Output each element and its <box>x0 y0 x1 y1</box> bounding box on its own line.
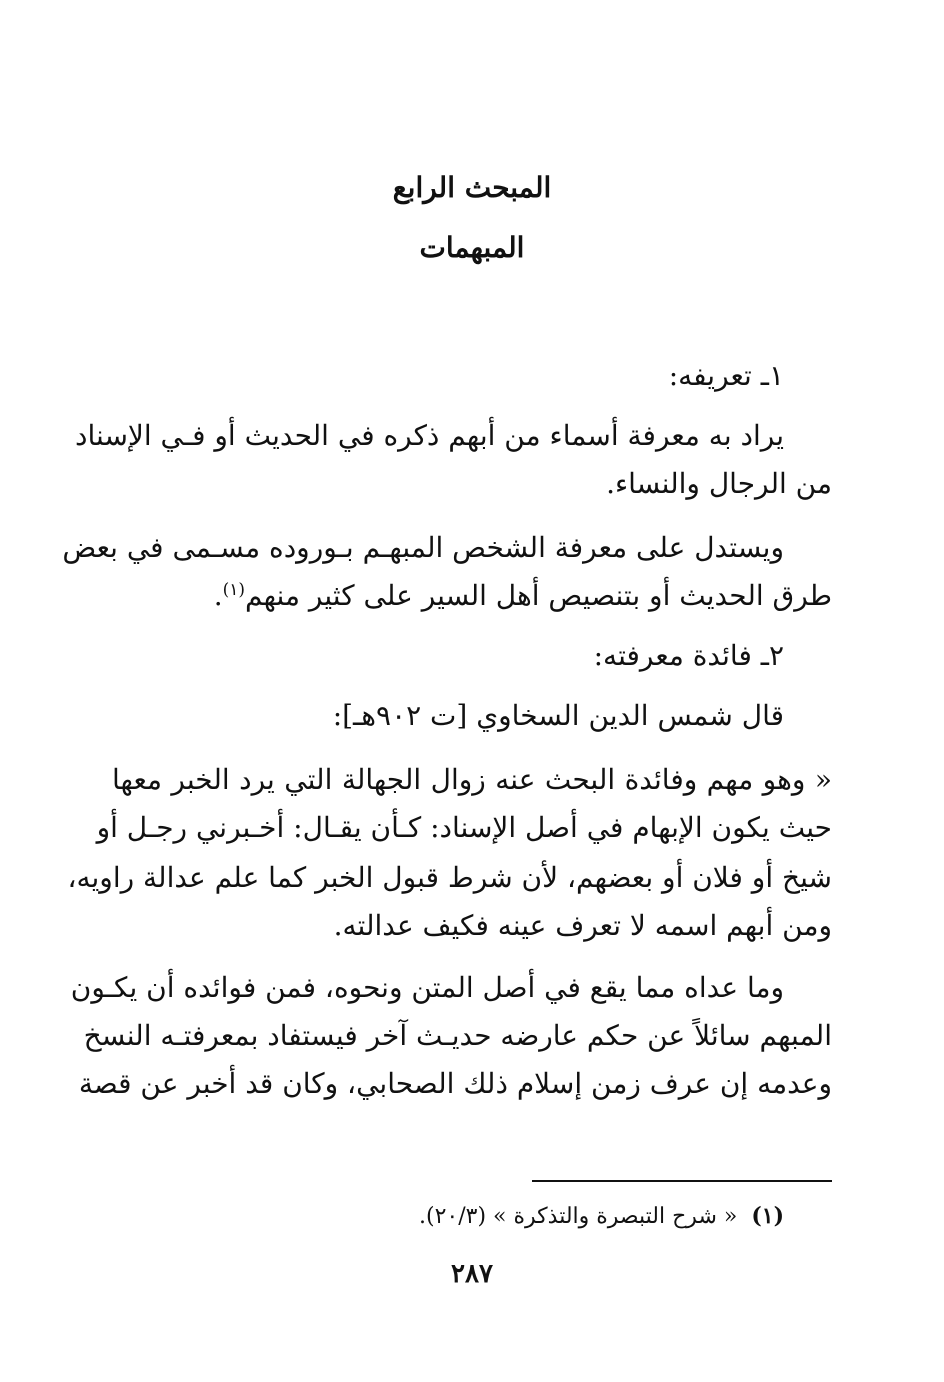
paragraph-line: وما عداه مما يقع في أصل المتن ونحوه، فمن فوائده أن يكـون <box>70 971 784 1004</box>
paragraph-line: يراد به معرفة أسماء من أبهم ذكره في الحديث أو فـي الإسناد <box>75 419 784 452</box>
paragraph-line: ويستدل على معرفة الشخص المبهـم بـوروده مسـمى في بعض <box>62 531 784 564</box>
chapter-title: المبحث الرابع <box>392 171 552 204</box>
paragraph-line: المبهم سائلاً عن حكم عارضه حديـث آخر فيستفاد بمعرفتـه النسخ <box>83 1019 832 1052</box>
sentence-end: . <box>213 579 223 612</box>
section-2-label: ٢ـ فائدة معرفته: <box>593 639 784 672</box>
quote-intro: قال شمس الدين السخاوي [ت ٩٠٢هـ]: <box>332 699 784 732</box>
paragraph-line: من الرجال والنساء. <box>606 467 832 500</box>
paragraph-line: وعدمه إن عرف زمن إسلام ذلك الصحابي، وكان قد أخبر عن قصة <box>78 1067 832 1100</box>
quote-line: شيخ أو فلان أو بعضهم، لأن شرط قبول الخبر كما علم عدالة راويه، <box>67 861 832 894</box>
footnote <box>419 1200 784 1233</box>
footnote-separator <box>532 1180 832 1182</box>
paragraph-text: طرق الحديث أو بتنصيص أهل السير على كثير منهم <box>245 579 832 612</box>
page-number: ٢٨٧ <box>451 1259 493 1289</box>
section-1-label: ١ـ تعريفه: <box>668 359 784 392</box>
quote-line: « وهو مهم وفائدة البحث عنه زوال الجهالة التي يرد الخبر معها <box>112 763 832 796</box>
quote-line: حيث يكون الإبهام في أصل الإسناد: كـأن يقـال: أخـبرني رجـل أو <box>96 811 832 844</box>
paragraph-line-with-footnote-ref <box>112 574 832 618</box>
quote-line: ومن أبهم اسمه لا تعرف عينه فكيف عدالته. <box>333 909 832 942</box>
footnote-reference: (١) <box>222 579 246 600</box>
footnote-number: (١) <box>751 1203 784 1229</box>
footnote-text: « شرح التبصرة والتذكرة » (٢٠/٣). <box>419 1204 738 1229</box>
chapter-subtitle: المبهمات <box>419 231 525 264</box>
